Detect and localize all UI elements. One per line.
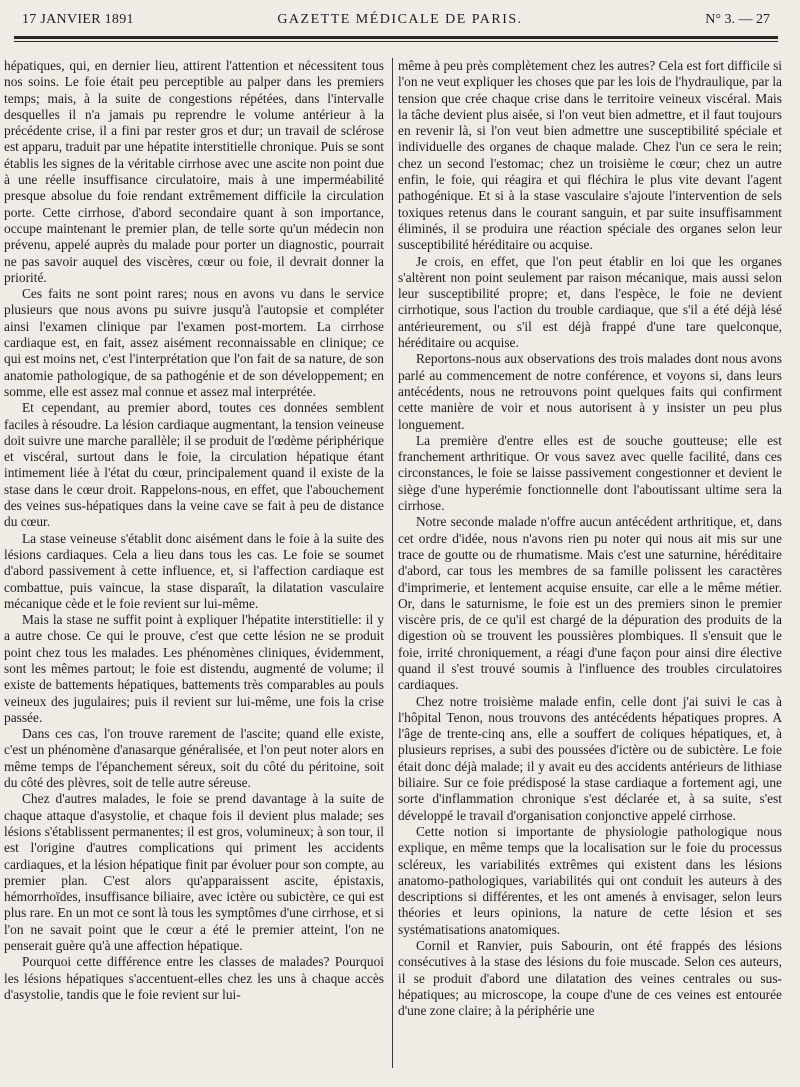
header-rule-thin — [14, 41, 778, 42]
paragraph: La stase veineuse s'établit donc aisément dans le foie à la suite des lésions cardiaques. Cela a lieu dans tous les cas. Le foie se soumet d'abord passivement à cette influence, et, si l'affection cardiaque est combattue, puis vaincue, la stase disparaît, la dilatation vasculaire mécanique cède et le foie revient sur lui-même. — [4, 530, 384, 611]
header-rule-thick — [14, 36, 778, 39]
paragraph: Ces faits ne sont point rares; nous en avons vu dans le service plusieurs que nous avons pu suivre jusqu'à l'autopsie et compléter ainsi l'examen clinique par l'examen post-mortem. La cirrhose cardiaque est, en fait, assez aisément reconnaissable en clinique; ce qui est moins net, c'est l'interprétation que l'on fait de sa nature, de son anatomie pathologique, de sa pathogénie et de son développement; en somme, elle est assez mal connue et assez mal interprétée. — [4, 286, 384, 399]
paragraph: Cornil et Ranvier, puis Sabourin, ont été frappés des lésions consécutives à la stase des lésions du foie muscade. Selon ces auteurs, il se produit d'abord une dilatation des veines centrales ou sus-hépatiques; au microscope, la coupe d'une de ces veines est entourée d'une zone claire; à la périphérie une — [398, 938, 782, 1019]
paragraph: Reportons-nous aux observations des trois malades dont nous avons parlé au commencement de notre conférence, et voyons si, dans leurs antécédents, nous ne retrouvons point quelques faits qui confirment cette manière de voir et nous autorisent à y insister un peu plus longuement. — [398, 351, 782, 432]
paragraph: Je crois, en effet, que l'on peut établir en loi que les organes s'altèrent non point seulement par raison mécanique, mais aussi selon leur susceptibilité propre; et, dans l'espèce, le foie ne devient cirrhotique, sous l'action du trouble cardiaque, que s'il a été déjà lésé antérieurement, ou s'il est déjà frappé d'une tare quelconque, héréditaire ou acquise. — [398, 253, 782, 351]
paragraph: Pourquoi cette différence entre les classes de malades? Pourquoi les lésions hépatiques s'accentuent-elles chez les uns à chaque accès d'asystolie, tandis que le foie revient sur lui- — [4, 954, 384, 1002]
column-divider — [392, 58, 393, 1068]
issue-page-number: N° 3. — 27 — [705, 12, 770, 27]
paragraph: Mais la stase ne suffit point à expliquer l'hépatite interstitielle: il y a autre chose. Ce qui le prouve, c'est que cette lésion ne se produit point chez tous les malades. Les phénomènes cliniques, évidemment, sont les mêmes partout; le foie est distendu, augmenté de volume; il existe de battements hépatiques, battements très comparables au pouls veineux des jugulaires; puis il revient sur lui-même, une fois la crise passée. — [4, 612, 384, 725]
publication-title: GAZETTE MÉDICALE DE PARIS. — [277, 12, 523, 27]
right-column — [398, 58, 782, 1068]
paragraph: La première d'entre elles est de souche goutteuse; elle est franchement arthritique. Or vous savez avec quelle facilité, dans ces circonstances, le foie se laisse passivement congestionner et devient le siège d'une hyperémie fonctionnelle dont l'aboutissant ultime sera la cirrhose. — [398, 432, 782, 514]
paragraph: Notre seconde malade n'offre aucun antécédent arthritique, et, dans cet ordre d'idée, nous n'avons rien pu noter qui nous ait mis sur une trace de goutte ou de rhumatisme. Mais c'est une saturnine, héréditaire d'abord, car tous les membres de sa famille polissent les caractères d'imprimerie, et lentement acquise ensuite, car elle a le même métier. Or, dans le saturnisme, le foie est un des premiers sinon le premier viscère pris, de ce qu'il est chargé de la dépuration des produits de la digestion où se trouvent les poussières plombiques. Il s'ensuit que le foie, irrité chroniquement, a réagi d'une façon pour ainsi dire élective quand il s'est trouvé soumis à l'influence des troubles circulatoires cardiaques. — [398, 514, 782, 693]
paragraph: Cette notion si importante de physiologie pathologique nous explique, en même temps que la localisation sur le foie du processus scléreux, les variabilités extrêmes qui existent dans les lésions anatomo-pathologiques, variabilités qui ont conduit les auteurs à des descriptions si différentes, et les ont amenés à envisager, selon leurs théories et leurs opinions, la nature de cette lésion et ses systématisations anatomiques. — [398, 823, 782, 937]
paragraph: Chez notre troisième malade enfin, celle dont j'ai suivi le cas à l'hôpital Tenon, nous trouvons des antécédents hépatiques propres. A l'âge de trente-cinq ans, elle a souffert de coliques hépatiques, et, à plusieurs reprises, a subi des poussées d'ictère ou de subictère. Le foie était donc déjà malade; il y avait eu des accidents antérieurs de lithiase biliaire. Sur ce foie prédisposé la stase cardiaque a fortement agi, une sorte d'inflammation chronique s'est déclarée et, à sa suite, s'est développé le travail d'organisation conjonctive appelé cirrhose. — [398, 693, 782, 823]
paragraph: Et cependant, au premier abord, toutes ces données semblent faciles à résoudre. La lésion cardiaque augmentant, la tension veineuse doit suivre une marche parallèle; il se produit de l'œdème périphérique et viscéral, surtout dans le foie, la circulation hépatique étant intimement liée à l'état du cœur, principalement quand il existe de la stase dans le cœur droit. Rappelons-nous, en effet, que l'abouchement des veines sus-hépatiques dans la veine cave se fait à peu de distance du cœur. — [4, 400, 384, 530]
left-column — [4, 58, 384, 1068]
paragraph: Dans ces cas, l'on trouve rarement de l'ascite; quand elle existe, c'est un phénomène d'anasarque généralisée, et l'on peut noter alors en même temps de l'épanchement séreux, soit du côté du péritoine, soit du côté des plèvres, soit de telle autre séreuse. — [4, 726, 384, 791]
paragraph: même à peu près complètement chez les autres? Cela est fort difficile si l'on ne veut expliquer les choses que par les lois de l'hydraulique, par la tension que crée chaque crise dans le territoire veineux viscéral. Mais la tâche devient plus aisée, si l'on veut bien admettre, et il faut toujours en revenir là, si l'on veut bien admettre une susceptibilité spéciale et individuelle des organes de chaque malade. Chez l'un ce sera le rein; chez un second l'estomac; chez un troisième le cœur; chez un autre enfin, le foie, qui réagira et qui fléchira le plus vite devant l'agent pathogénique. Et si à la stase vasculaire s'ajoute l'intervention de sels toxiques retenus dans le courant sanguin, et par suite insuffisamment éliminés, il se produira une réaction spéciale des organes selon leur susceptibilité héréditaire ou acquise. — [398, 58, 782, 253]
page-header — [22, 10, 778, 32]
paragraph: hépatiques, qui, en dernier lieu, attirent l'attention et nécessitent tous nos soins. Le foie était peu perceptible au palper dans les premiers temps; mais, à la suite de congestions répétées, dans l'intervalle desquelles il n'a jamais pu reprendre le volume antérieur à la précédente crise, il a fini par rester gros et dur; un travail de sclérose est apparu, traduit par une hépatite interstitielle chronique. Puis se sont établis les signes de la véritable cirrhose avec une ascite non point due à une réelle insuffisance circulatoire, mais à une imperméabilité presque absolue du foie rendant extrêmement difficile la circulation porte. Cette cirrhose, d'abord secondaire quant à son importance, occupe maintenant le premier plan, de telle sorte qu'un médecin non prévenu, appelé auprès du malade pour porter un diagnostic, pourrait ne pas savoir auquel des viscères, cœur ou foie, il devrait donner la priorité. — [4, 58, 384, 285]
issue-date: 17 JANVIER 1891 — [22, 12, 134, 27]
paragraph: Chez d'autres malades, le foie se prend davantage à la suite de chaque attaque d'asystolie, et chaque fois il devient plus malade; ses lésions s'établissent permanentes; il est gros, volumineux; à son tour, il est l'origine d'autres complications qui priment les accidents cardiaques, et la lésion hépatique finit par évoluer pour son compte, au premier plan. C'est alors qu'apparaissent ascite, épistaxis, hémorrhoïdes, insuffisance biliaire, avec ictère ou subictère, ce qui est plus rare. En un mot ce sont là tous les symptômes d'une cirrhose, et si l'on ne savait point que le cœur a été le premier atteint, l'on ne penserait guère qu'à une affection hépatique. — [4, 791, 384, 954]
